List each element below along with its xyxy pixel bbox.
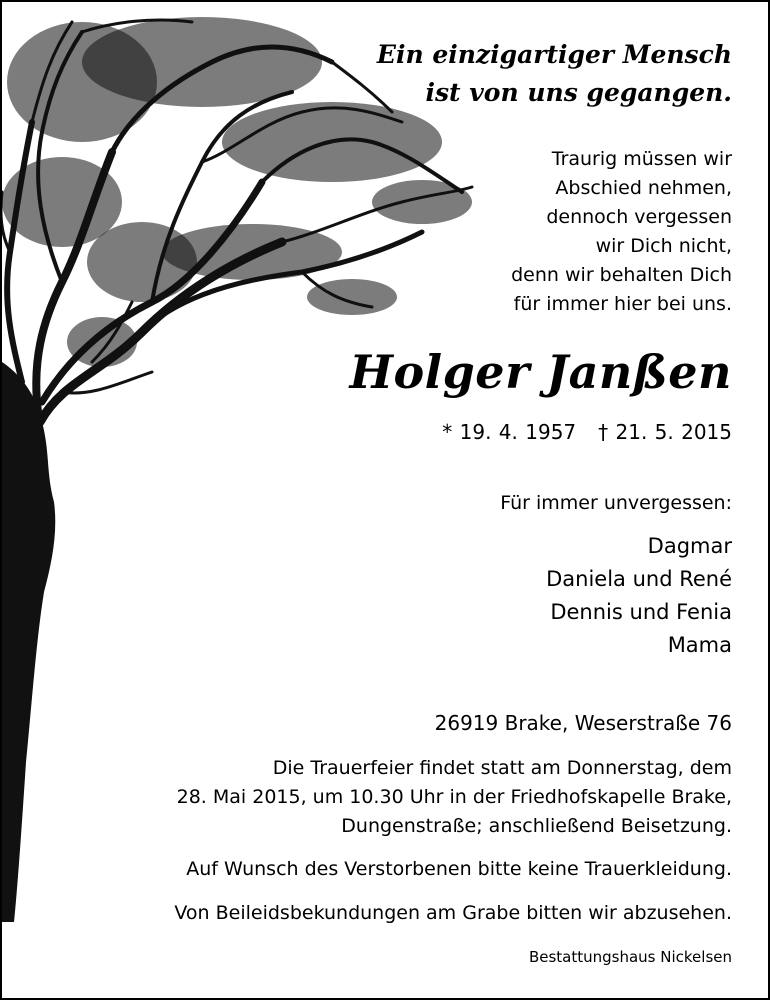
headline-line: ist von uns gegangen. xyxy=(425,78,732,107)
headline-line: Ein einzigartiger Mensch xyxy=(376,40,732,69)
poem-line: Traurig müssen wir xyxy=(551,148,732,170)
service-line: Die Trauerfeier findet statt am Donnerstag, dem xyxy=(272,757,732,779)
poem-line: Abschied nehmen, xyxy=(555,177,732,199)
birth-date: * 19. 4. 1957 xyxy=(442,420,577,444)
poem-line: denn wir behalten Dich xyxy=(511,264,732,286)
mourner-name: Dagmar xyxy=(647,534,732,558)
address: 26919 Brake, Weserstraße 76 xyxy=(434,711,732,735)
mourners-intro: Für immer unvergessen: xyxy=(500,492,732,514)
life-dates xyxy=(442,417,732,447)
funeral-service-details xyxy=(177,754,732,841)
condolence-note: Von Beileidsbekundungen am Grabe bitten wir abzusehen. xyxy=(174,902,732,924)
poem-line: für immer hier bei uns. xyxy=(513,293,732,315)
death-date: † 21. 5. 2015 xyxy=(598,420,732,444)
deceased-name: Holger Janßen xyxy=(349,345,732,399)
headline xyxy=(377,36,732,112)
mourners-list xyxy=(546,530,732,662)
poem-line: wir Dich nicht, xyxy=(595,235,732,257)
funeral-home: Bestattungshaus Nickelsen xyxy=(528,948,732,966)
mourner-name: Daniela und René xyxy=(546,567,732,591)
service-line: Dungenstraße; anschließend Beisetzung. xyxy=(341,815,732,837)
poem xyxy=(511,145,732,319)
mourner-name: Dennis und Fenia xyxy=(550,600,732,624)
dress-wish: Auf Wunsch des Verstorbenen bitte keine Trauerkleidung. xyxy=(186,858,732,880)
mourner-name: Mama xyxy=(667,633,732,657)
service-line: 28. Mai 2015, um 10.30 Uhr in der Friedhofskapelle Brake, xyxy=(176,786,732,808)
poem-line: dennoch vergessen xyxy=(546,206,732,228)
